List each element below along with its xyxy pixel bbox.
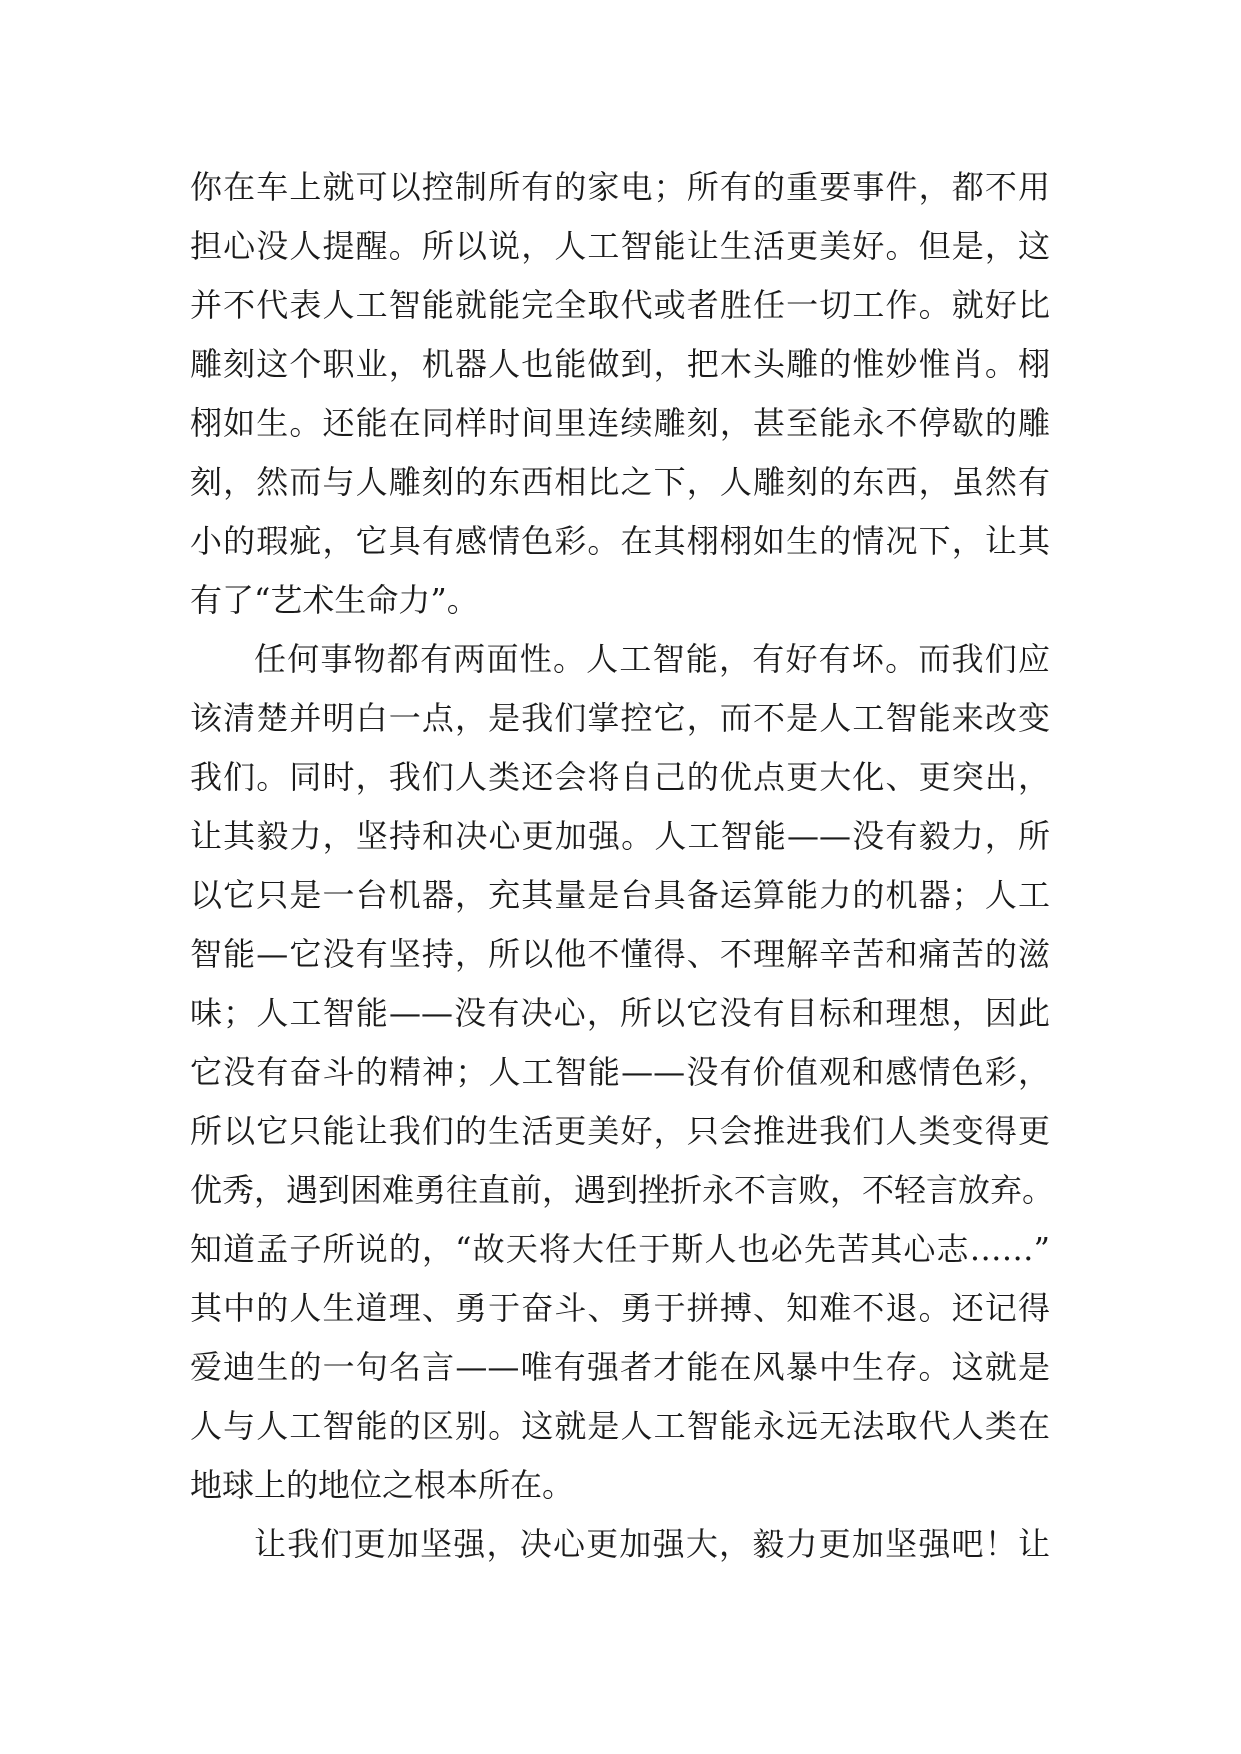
text-line: 人与人工智能的区别。这就是人工智能永远无法取代人类在 (190, 1407, 1050, 1445)
text-line: 让其毅力，坚持和决心更加强。人工智能——没有毅力，所 (190, 817, 1050, 855)
text-line: 担心没人提醒。所以说，人工智能让生活更美好。但是，这 (190, 227, 1050, 265)
text-line: 爱迪生的一句名言——唯有强者才能在风暴中生存。这就是 (190, 1348, 1050, 1386)
text-line: 所以它只能让我们的生活更美好，只会推进我们人类变得更 (190, 1112, 1050, 1150)
text-line: 栩如生。还能在同样时间里连续雕刻，甚至能永不停歇的雕 (190, 404, 1050, 442)
text-line: 让我们更加坚强，决心更加强大，毅力更加坚强吧！让 (254, 1525, 1050, 1563)
text-line: 优秀，遇到困难勇往直前，遇到挫折永不言败，不轻言放弃。 (190, 1171, 1055, 1209)
paragraph-2 (190, 630, 1055, 1515)
text-line: 以它只是一台机器，充其量是台具备运算能力的机器；人工 (190, 876, 1050, 914)
text-line: 你在车上就可以控制所有的家电；所有的重要事件，都不用 (190, 168, 1050, 206)
text-line: 我们。同时，我们人类还会将自己的优点更大化、更突出， (190, 758, 1050, 796)
text-line: 有了“艺术生命力”。 (190, 581, 479, 619)
text-line: 它没有奋斗的精神；人工智能——没有价值观和感情色彩， (190, 1053, 1050, 1091)
text-line: 小的瑕疵，它具有感情色彩。在其栩栩如生的情况下，让其 (190, 522, 1050, 560)
paragraph-3 (190, 1515, 1050, 1574)
text-line: 地球上的地位之根本所在。 (190, 1466, 575, 1504)
text-line: 任何事物都有两面性。人工智能，有好有坏。而我们应 (254, 640, 1050, 678)
text-line: 知道孟子所说的，“故天将大任于斯人也必先苦其心志……” (190, 1230, 1050, 1268)
text-line: 其中的人生道理、勇于奋斗、勇于拼搏、知难不退。还记得 (190, 1289, 1050, 1327)
text-line: 味；人工智能——没有决心，所以它没有目标和理想，因此 (190, 994, 1050, 1032)
text-line: 刻，然而与人雕刻的东西相比之下，人雕刻的东西，虽然有 (190, 463, 1050, 501)
text-line: 智能—它没有坚持，所以他不懂得、不理解辛苦和痛苦的滋 (190, 935, 1050, 973)
text-line: 该清楚并明白一点，是我们掌控它，而不是人工智能来改变 (190, 699, 1050, 737)
text-line: 雕刻这个职业，机器人也能做到，把木头雕的惟妙惟肖。栩 (190, 345, 1050, 383)
text-line: 并不代表人工智能就能完全取代或者胜任一切工作。就好比 (190, 286, 1050, 324)
document-body (190, 158, 1055, 1574)
paragraph-1 (190, 158, 1050, 630)
